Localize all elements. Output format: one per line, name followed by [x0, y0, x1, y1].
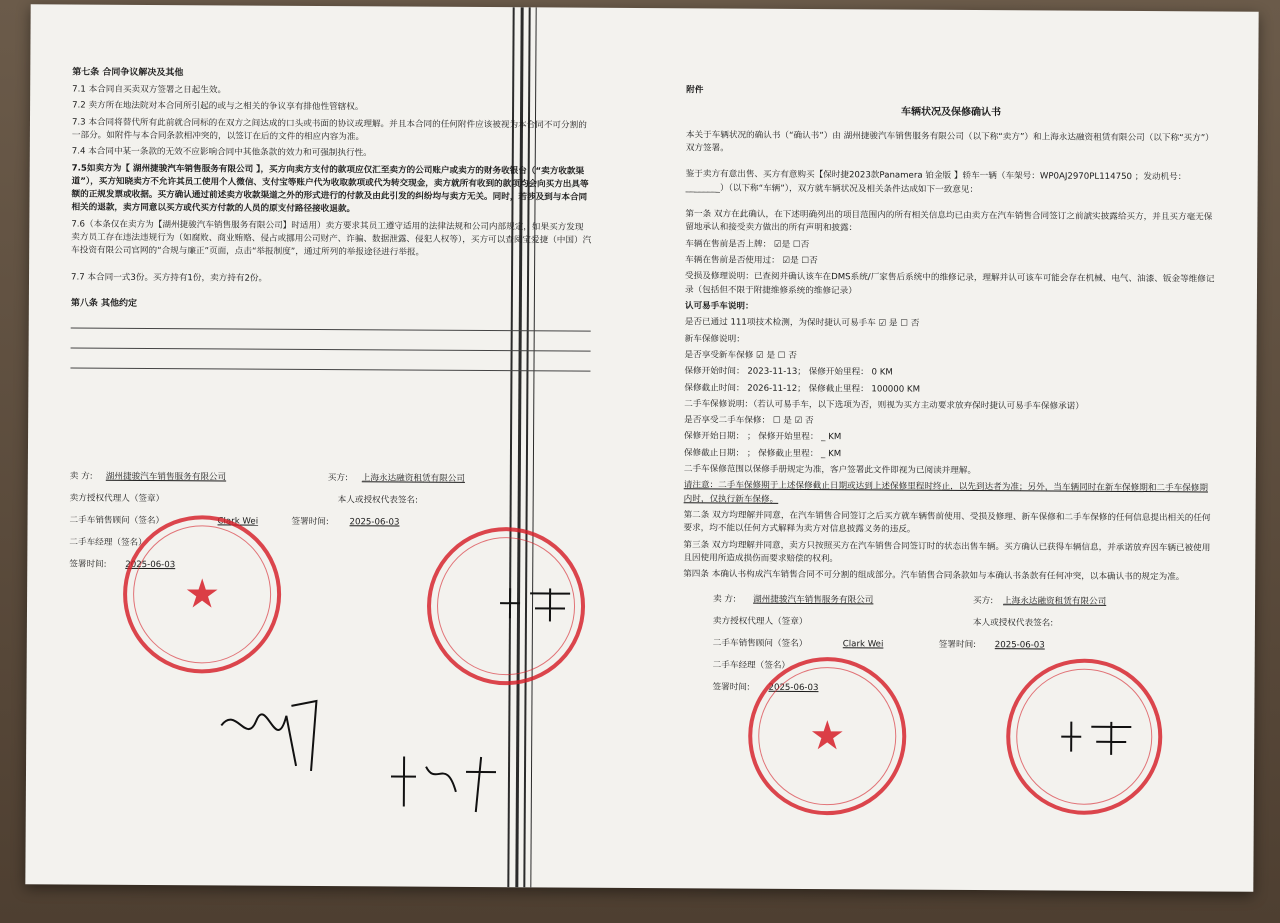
buyer-signature-left	[386, 746, 506, 817]
seller-label: 卖 方:	[713, 593, 736, 605]
sign-time-value: 2025-06-03	[994, 639, 1045, 651]
row-used-warranty-note: 二手车保修说明：（若认可易手车，以下选项为否，则视为买方主动要求放弃保时捷认可易手车保修承诺）	[684, 399, 1084, 412]
consultant-value: Clark Wei	[842, 638, 884, 650]
right-page	[682, 84, 1216, 706]
manager-label: 二手车经理（签名）	[69, 537, 147, 548]
seller-label: 卖 方:	[69, 471, 93, 482]
intro-paragraph: 本关于车辆状况的确认书（“确认书”）由 湖州捷骏汽车销售服务有限公司（以下称“卖方”）和上海永达融资租赁有限公司（以下称“买方”）双方签署。	[685, 130, 1214, 154]
row-approved-heading: 认可易手车说明：	[684, 301, 754, 312]
clause-7-2: 7.2 卖方所在地法院对本合同所引起的或与之相关的争议享有排他性管辖权。	[72, 100, 364, 113]
article1: 第一条 双方在此确认，在下述明确列出的项目范围内的所有相关信息均已由卖方在汽车销售合同签订之前諕实披露给买方，并且买方毫无保留地承认和接受卖方做出的所有声明和披露：	[685, 209, 1213, 234]
buyer-rep-signature-left	[495, 583, 575, 623]
manager-signature-left	[216, 685, 327, 776]
row-used-warranty: 是否享受二手车保修： ☐ 是 ☑ 否	[684, 415, 814, 427]
date-value: 2025-06-03	[125, 559, 176, 571]
buyer-label: 买方:	[973, 595, 994, 606]
buyer-label: 买方:	[327, 473, 348, 484]
right-consultant-row	[683, 637, 1213, 662]
row-repair: 受损及修理说明：已查阅并确认该车在DMS系统/厂家售后系统中的维修记录，理解并认可该车可能会存在机械、电气、油漆、钣金等维修记录（包括但不限于附捷维修系统的维修记录）	[684, 271, 1215, 296]
row-approved: 是否已通过 111项技术检测，为保时捷认可易手车 ☑ 是 ☐ 否	[684, 317, 920, 329]
article2: 第二条 双方均理解并同意，在汽车销售合同签订之后买方就车辆售前使用、受损及修理、新车保修和二手车保修的任何信息提出相关的任何要求，均不能以任何方式解释为卖方对信息披露义务的违反。	[683, 510, 1211, 535]
clause-7-6: 7.6（本条仅在卖方为【湖州捷骏汽车销售服务有限公司】时适用）卖方要求其员工遵守适用的法律法规和公司内部规定，如果买方发现卖方员工存在违法违规行为（如腐败、商业贿赂、侵占或挪用公司财产、诈骗、数据泄露、侵犯人权等），买方可以查阅宝爱捷（中国）汽车投资有限公司官网的“合规与廉正”页面，点击“举报制度”，通过所列的举报途径进行举报。	[71, 219, 592, 259]
seller-rep-label: 卖方授权代理人（签章）	[712, 615, 808, 627]
left-page	[69, 67, 592, 584]
clause-7-4: 7.4 本合同中某一条款的无效不应影响合同中其他条款的效力和可强制执行性。	[71, 146, 372, 159]
row-scope: 二手车保修范围以保修手册规定为准，客户签署此文件即视为已阅读并理解。	[683, 464, 977, 477]
seller-value: 湖州捷骏汽车销售服务有限公司	[753, 594, 874, 605]
sign-time-label: 签署时间:	[938, 639, 977, 650]
seller-value: 湖州捷骏汽车销售服务有限公司	[105, 471, 227, 483]
seal-star-icon: ★	[184, 571, 221, 618]
seller-seal-left	[123, 515, 282, 674]
sign-time-value: 2025-06-03	[349, 517, 400, 528]
buyer-value: 上海永达融资租赁有限公司	[1003, 595, 1107, 607]
blank-line-2	[71, 334, 591, 351]
date-label: 签署时间:	[69, 559, 107, 570]
buyer-rep-signature-right	[1056, 717, 1136, 757]
attachment-label: 附件	[686, 85, 704, 96]
blank-line-1	[71, 314, 591, 331]
seal-star-icon: ★	[809, 713, 846, 760]
buyer-rep-label: 本人或授权代表签名:	[337, 495, 418, 506]
clause-7-3: 7.3 本合同将替代所有此前就合同标的在双方之间达成的口头或书面的协议或理解。并且本合同的任何附件应该被视为本合同不可分割的一部分。如附件与本合同条款相冲突的，以签订在后的文件的相应内容为准。	[71, 117, 587, 143]
seller-seal-right	[748, 657, 907, 816]
blank-line-3	[70, 354, 590, 371]
contract-document	[25, 4, 1258, 891]
row-warranty-end: 保修截止时间： 2026-11-12； 保修截止里程： 100000 KM	[684, 382, 921, 395]
row-new-warranty-heading: 新车保修说明：	[684, 333, 745, 345]
clause-7-5: 7.5如卖方为【 湖州捷骏汽车销售服务有限公司 】，买方向卖方支付的款项应仅汇至卖方的公司账户或卖方的财务收银台（“卖方收款渠道”），买方知晓卖方不允许其员工使用个人微信、支付宝等账户代为收取款项或代为转交现金，卖方就所有收到的款项均会向买方出具等额的正规发票或收据。买方确认通过前述卖方收款渠道之外的形式进行的付款及由此引发的纠纷均与卖方无关。同时，若涉及到与本合同相关的退款，卖方同意以买方或代买方付款的人员的原支付路径接收退款。	[71, 163, 589, 215]
row-used: 车辆在售前是否使用过： ☑是 ☐否	[685, 255, 818, 267]
vehicle-paragraph: 鉴于卖方有意出售、买方有意购买【保时捷2023款Panamera 铂金版 】轿车一辆（车架号：WP0AJ2970PL114750 ；发动机号：________）（以下称“车辆”），双方就车辆状况及相关条件达成如下一致意见：	[685, 169, 1187, 195]
row-used-end: 保修截止日期： ； 保修截止里程： _ KM	[683, 448, 842, 459]
article4: 第四条 本确认书构成汽车销售合同不可分割的组成部分。汽车销售合同条款如与本确认书条款有任何冲突，以本确认书的规定为准。	[683, 569, 1185, 583]
article7-heading: 第七条 合同争议解决及其他	[72, 67, 184, 79]
consultant-label: 二手车销售顾问（签名）	[69, 515, 165, 527]
sign-time-label: 签署时间:	[291, 516, 329, 528]
left-rep-row	[70, 492, 590, 517]
row-plated: 车辆在售前是否上牌： ☑是 ☐否	[685, 238, 810, 250]
consultant-label: 二手车销售顾问（签名）	[712, 637, 808, 649]
buyer-value: 上海永达融资租赁有限公司	[361, 473, 465, 484]
article8-heading: 第八条 其他约定	[70, 298, 138, 309]
row-notice: 请注意：二手车保修期于上述保修截止日期或达到上述保修里程时终止，以先到达者为准；另外，当车辆同时在新车保修期和二手车保修期内时，仅执行新车保修。	[683, 480, 1209, 505]
clause-7-7: 7.7 本合同一式3份。买方持有1份，卖方持有2份。	[71, 272, 268, 284]
left-party-row	[70, 470, 590, 495]
manager-label: 二手车经理（签名）	[712, 659, 791, 671]
row-new-warranty: 是否享受新车保修 ☑ 是 ☐ 否	[684, 350, 797, 361]
date-value: 2025-06-03	[768, 682, 819, 693]
article3: 第三条 双方均理解并同意，卖方只按照买方在汽车销售合同签订时的状态出售车辆。买方确认已获得车辆信息，并承诺放弃因车辆已被使用且因使用所造成损伤而要求赔偿的权利。	[683, 539, 1211, 565]
clause-7-1: 7.1 本合同自买卖双方签署之日起生效。	[72, 84, 227, 96]
date-label: 签署时间:	[712, 681, 750, 693]
consultant-value: Clark Wei	[217, 516, 259, 527]
seller-rep-label: 卖方授权代理人（签章）	[69, 493, 165, 505]
buyer-rep-label: 本人或授权代表签名:	[972, 617, 1054, 629]
row-warranty-start: 保修开始时间： 2023-11-13； 保修开始里程： 0 KM	[684, 366, 893, 378]
right-rep-row	[683, 615, 1213, 640]
right-party-row	[683, 593, 1213, 618]
row-used-start: 保修开始日期： ； 保修开始里程： _ KM	[684, 431, 842, 443]
confirmation-title: 车辆状况及保修确认书	[901, 106, 1002, 119]
